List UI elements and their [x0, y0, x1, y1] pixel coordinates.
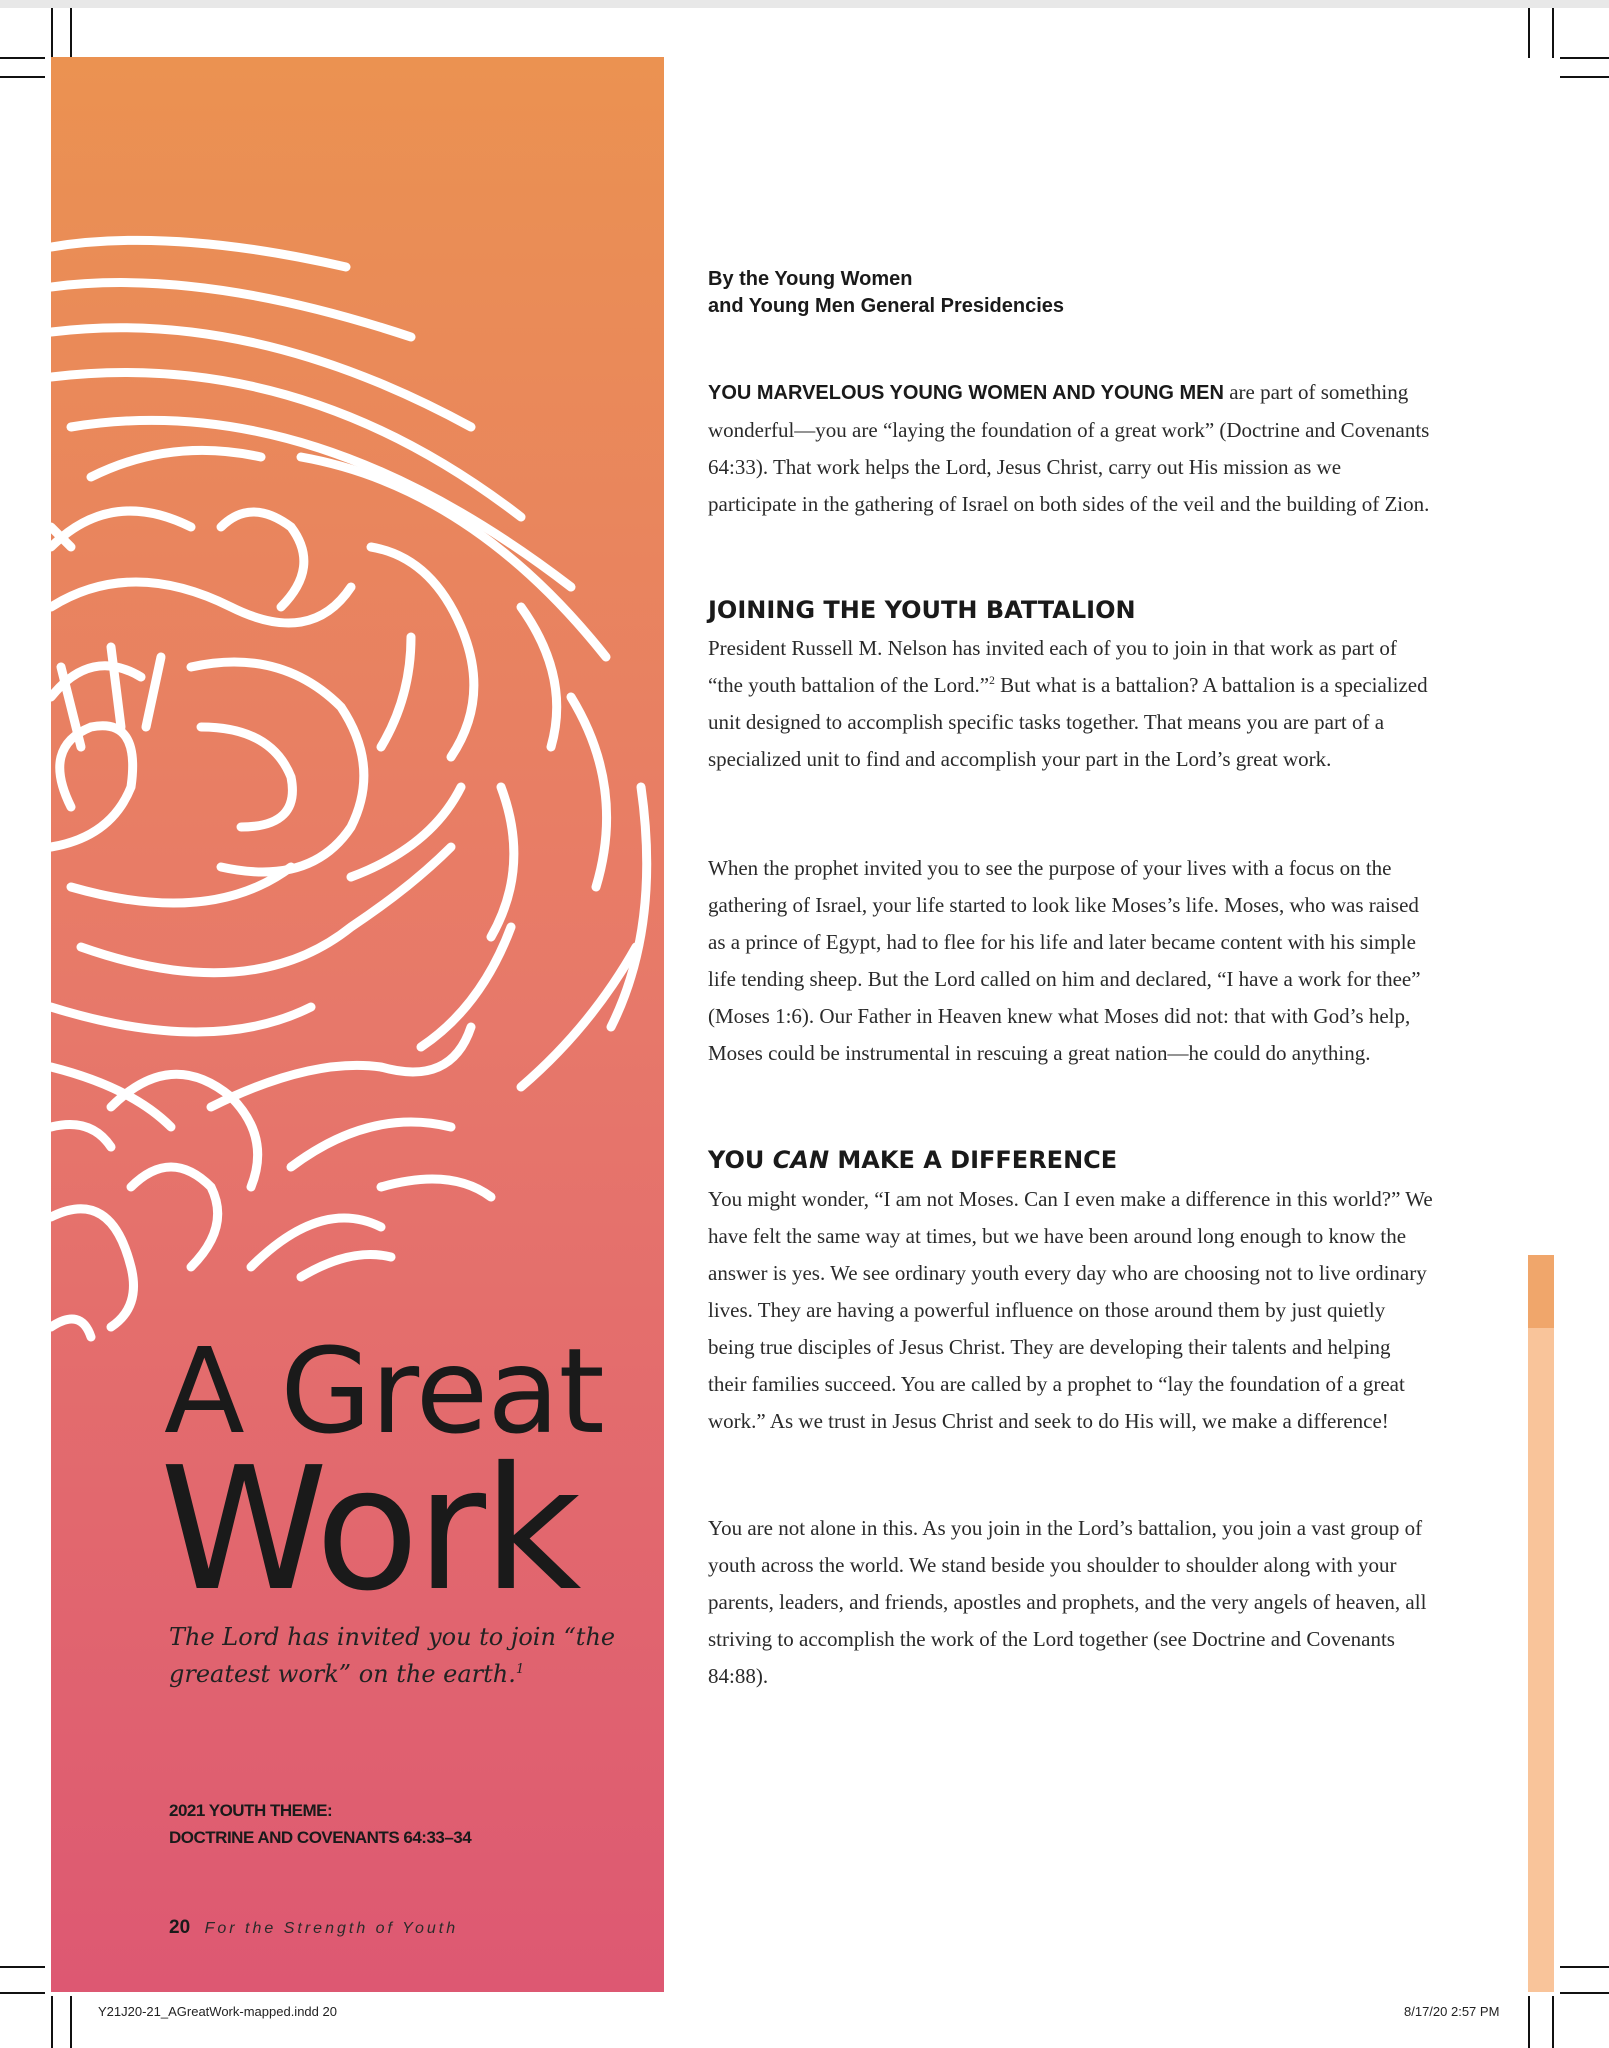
crop-mark [1528, 1996, 1530, 2048]
crop-mark [0, 1992, 45, 1994]
cover-panel [51, 57, 664, 1992]
crop-mark [1528, 8, 1530, 58]
page-folio [169, 1917, 458, 1939]
fingerprint-illustration [51, 227, 664, 1357]
paragraph-5 [708, 1510, 1433, 1695]
paragraph-5-text: You are not alone in this. As you join in the Lord’s battalion, you join a vast group of youth across the world. We stand beside you shoulder to shoulder along with your parents, leaders, and friends, apostles and prophets, and the very angels of heaven, all striving to accomplish the work of the Lord together (see Doctrine and Covenants 84:88). [708, 1516, 1427, 1688]
crop-mark [1552, 8, 1554, 58]
crop-mark [0, 1966, 45, 1968]
heading-youth-battalion: JOINING THE YOUTH BATTALION [708, 596, 1136, 624]
paragraph-3-text: When the prophet invited you to see the purpose of your lives with a focus on the gathering of Israel, your life started to look like Moses’s life. Moses, who was raised as a prince of Egypt, had to flee for his life and later became content with his simple life tending sheep. But the Lord called on him and declared, “I have a work for thee” (Moses 1:6). Our Father in Heaven knew what Moses did not: that with God’s help, Moses could be instrumental in rescuing a great nation—he could do anything. [708, 856, 1421, 1065]
paragraph-4-text: You might wonder, “I am not Moses. Can I even make a difference in this world?” We have felt the same way at times, but we have been around long enough to know the answer is yes. We see ordinary youth every day who are choosing not to live ordinary lives. They are having a powerful influence on those around them by just quietly being true disciples of Jesus Christ. They are developing their talents and helping their families succeed. You are called by a prophet to “lay the foundation of a great work.” As we trust in Jesus Christ and seek to do His will, we make a difference! [708, 1187, 1433, 1433]
paragraph-3 [708, 850, 1433, 1072]
sidebar-color-tab [1528, 1255, 1554, 1328]
print-slug-timestamp: 8/17/20 2:57 PM [1404, 2004, 1500, 2019]
crop-mark [1560, 1966, 1609, 1968]
lead-in: YOU MARVELOUS YOUNG WOMEN AND YOUNG MEN [708, 382, 1224, 404]
intro-text: The Lord has invited you to join “the greatest work” on the earth. [169, 1623, 616, 1688]
byline-line-2: and Young Men General Presidencies [708, 295, 1065, 317]
crop-mark [1560, 57, 1609, 59]
heading-make-a-difference [708, 1145, 1117, 1175]
paragraph-2 [708, 630, 1433, 778]
theme-line-1: 2021 YOUTH THEME: [169, 1801, 333, 1820]
crop-mark [0, 57, 45, 59]
paragraph-2-text-b: But what is a battalion? A battalion is a specialized unit designed to accomplish specific tasks together. That means you are part of a specialized unit to find and accomplish your part in the Lord’s great work. [708, 673, 1428, 771]
crop-mark [1552, 1996, 1554, 2048]
page-number: 20 [169, 1917, 191, 1938]
paragraph-1 [708, 374, 1433, 523]
crop-mark [70, 8, 72, 58]
title-line-1: A Great [164, 1322, 604, 1460]
paragraph-1-text: are part of something wonderful—you are “laying the foundation of a great work” (Doctrine and Covenants 64:33). That work helps the Lord, Jesus Christ, carry out His mission as we participate in the gathering of Israel on both sides of the veil and the building of Zion. [708, 380, 1430, 516]
sidebar-color-bar [1528, 1255, 1554, 1992]
byline-line-1: By the Young Women [708, 268, 913, 290]
intro-blurb [169, 1619, 619, 1693]
page-top-strip [0, 0, 1609, 8]
crop-mark [1560, 1992, 1609, 1994]
magazine-name: For the Strength of Youth [204, 1920, 459, 1937]
youth-theme [169, 1797, 629, 1851]
footnote-marker: 1 [515, 1662, 525, 1677]
footnote-marker: 2 [989, 675, 995, 687]
title-line-2: Work [160, 1431, 579, 1629]
theme-line-2: DOCTRINE AND COVENANTS 64:33–34 [169, 1828, 472, 1847]
crop-mark [51, 8, 53, 58]
paragraph-4 [708, 1181, 1433, 1440]
article-title [160, 1322, 644, 1629]
print-slug-filename: Y21J20-21_AGreatWork-mapped.indd 20 [98, 2004, 337, 2019]
heading-2-part-a: YOU [708, 1146, 773, 1174]
heading-2-emphasis: CAN [772, 1146, 830, 1174]
byline [708, 266, 1208, 320]
crop-mark [0, 76, 45, 78]
crop-mark [1560, 76, 1609, 78]
heading-2-part-b: MAKE A DIFFERENCE [829, 1146, 1118, 1174]
crop-mark [51, 1996, 53, 2048]
paragraph-2-text-a: President Russell M. Nelson has invited each of you to join in that work as part of “the youth battalion of the Lord.” [708, 636, 1397, 697]
crop-mark [70, 1996, 72, 2048]
